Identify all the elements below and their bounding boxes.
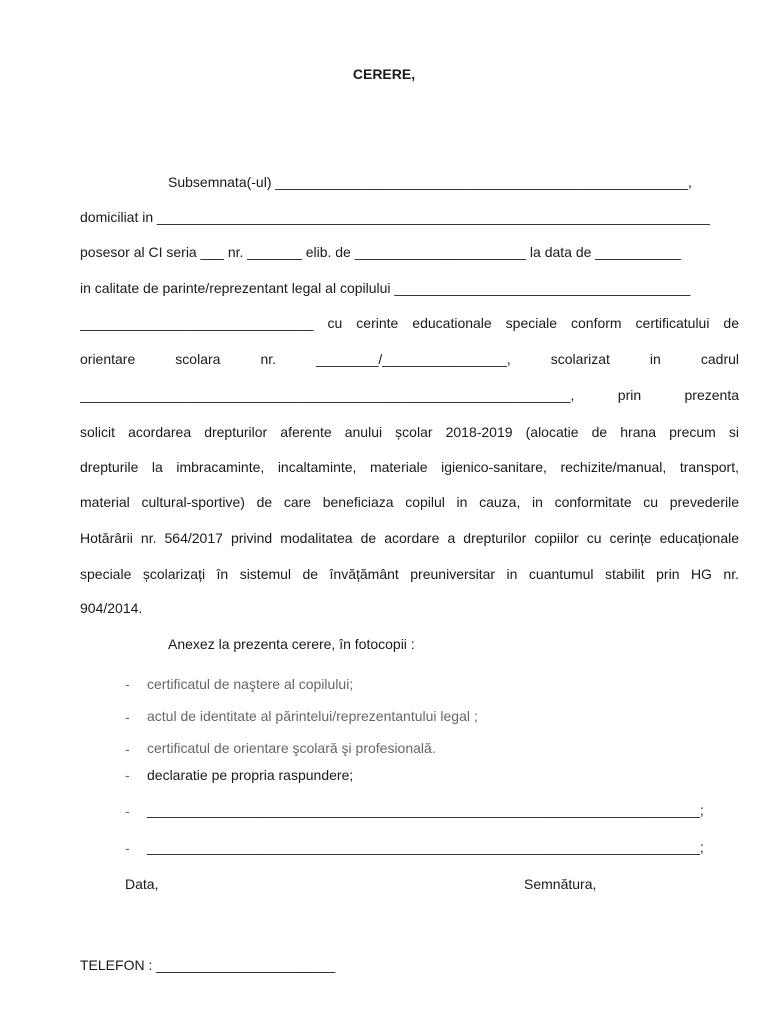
body-line: speciale școlarizați în sistemul de învățământ preuniversitar in cuantumul stabilit prin HG nr.	[80, 566, 739, 582]
list-bullet: -	[125, 709, 130, 725]
list-bullet: -	[125, 741, 130, 757]
document-title: CERERE,	[352, 66, 416, 82]
date-label: Data,	[125, 876, 159, 892]
list-bullet: -	[125, 803, 130, 819]
body-line: domiciliat in _______________________________________________________________________	[80, 209, 710, 225]
signature-label: Semnătura,	[524, 876, 597, 892]
annex-item-blank[interactable]: _______________________________________________________________________;	[147, 839, 704, 855]
list-bullet: -	[125, 767, 130, 783]
annex-item: actul de identitate al părintelui/reprezentantului legal ;	[147, 708, 478, 724]
annex-item-blank[interactable]: _______________________________________________________________________;	[147, 802, 704, 818]
annex-item: certificatul de naştere al copilului;	[147, 676, 354, 692]
annex-item: declaratie pe propria raspundere;	[147, 767, 354, 783]
body-line: _______________________________________________________________, prin prezenta	[80, 387, 739, 403]
body-line: in calitate de parinte/reprezentant legal al copilului ______________________________________	[80, 280, 691, 296]
annex-intro: Anexez la prezenta cerere, în fotocopii :	[168, 636, 415, 652]
body-line: posesor al CI seria ___ nr. _______ elib. de ______________________ la data de ___________	[80, 244, 681, 260]
body-line: Subsemnata(-ul) _____________________________________________________,	[168, 174, 692, 190]
body-line: material cultural-sportive) de care beneficiaza copilul in cauza, in conformitate cu prevederile	[80, 494, 739, 510]
body-line: orientare scolara nr. ________/________________, scolarizat in cadrul	[80, 351, 739, 367]
body-line: 904/2014.	[80, 600, 143, 616]
list-bullet: -	[125, 840, 130, 856]
annex-item: certificatul de orientare şcolară şi profesională.	[147, 740, 436, 756]
body-line: drepturile la imbracaminte, incaltaminte, materiale igienico-sanitare, rechizite/manual, transport,	[80, 459, 739, 475]
body-line: Hotărârii nr. 564/2017 privind modalitatea de acordare a drepturilor copiilor cu cerințe educaționale	[80, 530, 739, 546]
body-line: ______________________________ cu cerinte educationale speciale conform certificatului de	[80, 315, 739, 331]
body-line: solicit acordarea drepturilor aferente anului școlar 2018-2019 (alocatie de hrana precum si	[80, 424, 739, 440]
list-bullet: -	[125, 676, 130, 692]
phone-field[interactable]: TELEFON : _______________________	[80, 957, 336, 973]
